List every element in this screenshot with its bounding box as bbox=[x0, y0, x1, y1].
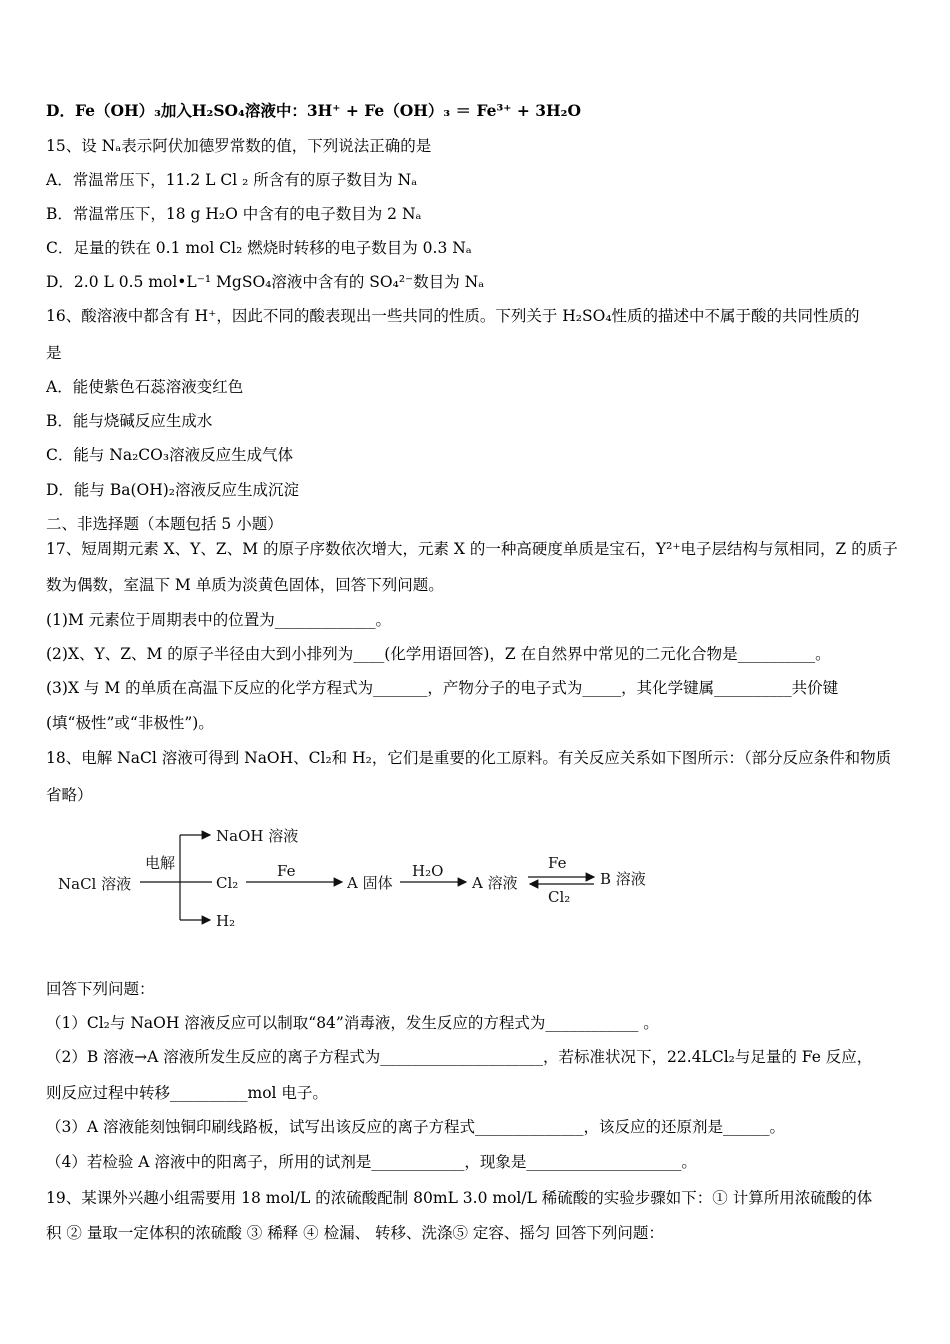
naoh-solution-label: NaOH 溶液 bbox=[216, 827, 299, 845]
q15-option-b: B．常温常压下，18 g H₂O 中含有的电子数目为 2 Nₐ bbox=[46, 205, 422, 223]
a-solution-label: A 溶液 bbox=[472, 874, 518, 892]
fe-label-2: Fe bbox=[548, 854, 567, 872]
electrolysis-label: 电解 bbox=[145, 854, 176, 872]
q14-option-d: D．Fe（OH）₃加入H₂SO₄溶液中：3H⁺ + Fe（OH）₃ ＝ Fe³⁺ + 3H₂O bbox=[46, 101, 581, 120]
q15-option-a: A．常温常压下，11.2 L Cl ₂ 所含有的原子数目为 Nₐ bbox=[46, 171, 418, 189]
cl2-label: Cl₂ bbox=[216, 874, 239, 892]
q18-part-3: （3）A 溶液能刻蚀铜印刷线路板，试写出该反应的离子方程式______________，该反应的还原剂是______。 bbox=[46, 1118, 785, 1136]
q16-stem-cont: 是 bbox=[46, 344, 62, 362]
b-solution-label: B 溶液 bbox=[600, 870, 646, 888]
q16-stem: 16、酸溶液中都含有 H⁺，因此不同的酸表现出一些共同的性质。下列关于 H₂SO₄性质的描述中不属于酸的共同性质的 bbox=[46, 307, 860, 325]
q15-option-c: C．足量的铁在 0.1 mol Cl₂ 燃烧时转移的电子数目为 0.3 Nₐ bbox=[46, 239, 472, 257]
nacl-solution-label: NaCl 溶液 bbox=[58, 875, 132, 893]
a-solid-label: A 固体 bbox=[347, 874, 393, 892]
q19-stem-cont: 积 ② 量取一定体积的浓硫酸 ③ 稀释 ④ 检漏、 转移、洗涤⑤ 定容、摇匀 回答下列问题： bbox=[46, 1224, 664, 1242]
q16-option-d: D．能与 Ba(OH)₂溶液反应生成沉淀 bbox=[46, 481, 300, 499]
h2o-label: H₂O bbox=[412, 862, 444, 880]
q17-part-1: (1)M 元素位于周期表中的位置为_____________。 bbox=[46, 611, 392, 629]
q17-part-3: (3)X 与 M 的单质在高温下反应的化学方程式为_______，产物分子的电子式为_____，其化学键属__________共价键 bbox=[46, 679, 839, 697]
q17-stem-cont: 数为偶数，室温下 M 单质为淡黄色固体，回答下列问题。 bbox=[46, 576, 444, 594]
h2-label: H₂ bbox=[216, 912, 236, 930]
q19-stem: 19、某课外兴趣小组需要用 18 mol/L 的浓硫酸配制 80mL 3.0 mol/L 稀硫酸的实验步骤如下：① 计算所用浓硫酸的体 bbox=[46, 1189, 873, 1207]
q16-option-b: B．能与烧碱反应生成水 bbox=[46, 412, 213, 430]
q18-part-2: （2）B 溶液→A 溶液所发生反应的离子方程式为_____________________，若标准状况下，22.4LCl₂与足量的 Fe 反应， bbox=[46, 1048, 873, 1066]
q17-stem: 17、短周期元素 X、Y、Z、M 的原子序数依次增大，元素 X 的一种高硬度单质是宝石，Y²⁺电子层结构与氖相同，Z 的质子 bbox=[46, 540, 898, 558]
q18-part-4: （4）若检验 A 溶液中的阳离子，所用的试剂是____________，现象是____________________。 bbox=[46, 1153, 697, 1171]
reaction-flow-diagram bbox=[40, 818, 680, 948]
q18-stem: 18、电解 NaCl 溶液可得到 NaOH、Cl₂和 H₂，它们是重要的化工原料。有关反应关系如下图所示：（部分反应条件和物质 bbox=[46, 749, 892, 767]
q18-part-1: （1）Cl₂与 NaOH 溶液反应可以制取“84”消毒液，发生反应的方程式为____________ 。 bbox=[46, 1014, 659, 1032]
q18-answer-prompt: 回答下列问题： bbox=[46, 980, 155, 998]
q16-option-a: A．能使紫色石蕊溶液变红色 bbox=[46, 378, 244, 396]
q17-part-3-cont: (填“极性”或“非极性”)。 bbox=[46, 714, 214, 732]
q17-part-2: (2)X、Y、Z、M 的原子半径由大到小排列为____(化学用语回答)，Z 在自然界中常见的二元化合物是__________。 bbox=[46, 645, 831, 663]
q16-option-c: C．能与 Na₂CO₃溶液反应生成气体 bbox=[46, 446, 294, 464]
cl2-label-2: Cl₂ bbox=[548, 888, 571, 906]
section-2-heading: 二、非选择题（本题包括 5 小题） bbox=[46, 515, 283, 533]
q18-part-2-cont: 则反应过程中转移__________mol 电子。 bbox=[46, 1084, 328, 1102]
fe-label: Fe bbox=[277, 862, 296, 880]
q15-option-d: D．2.0 L 0.5 mol•L⁻¹ MgSO₄溶液中含有的 SO₄²⁻数目为 Nₐ bbox=[46, 273, 485, 291]
q18-stem-cont: 省略） bbox=[46, 786, 93, 804]
q15-stem: 15、设 Nₐ表示阿伏加德罗常数的值，下列说法正确的是 bbox=[46, 137, 432, 155]
